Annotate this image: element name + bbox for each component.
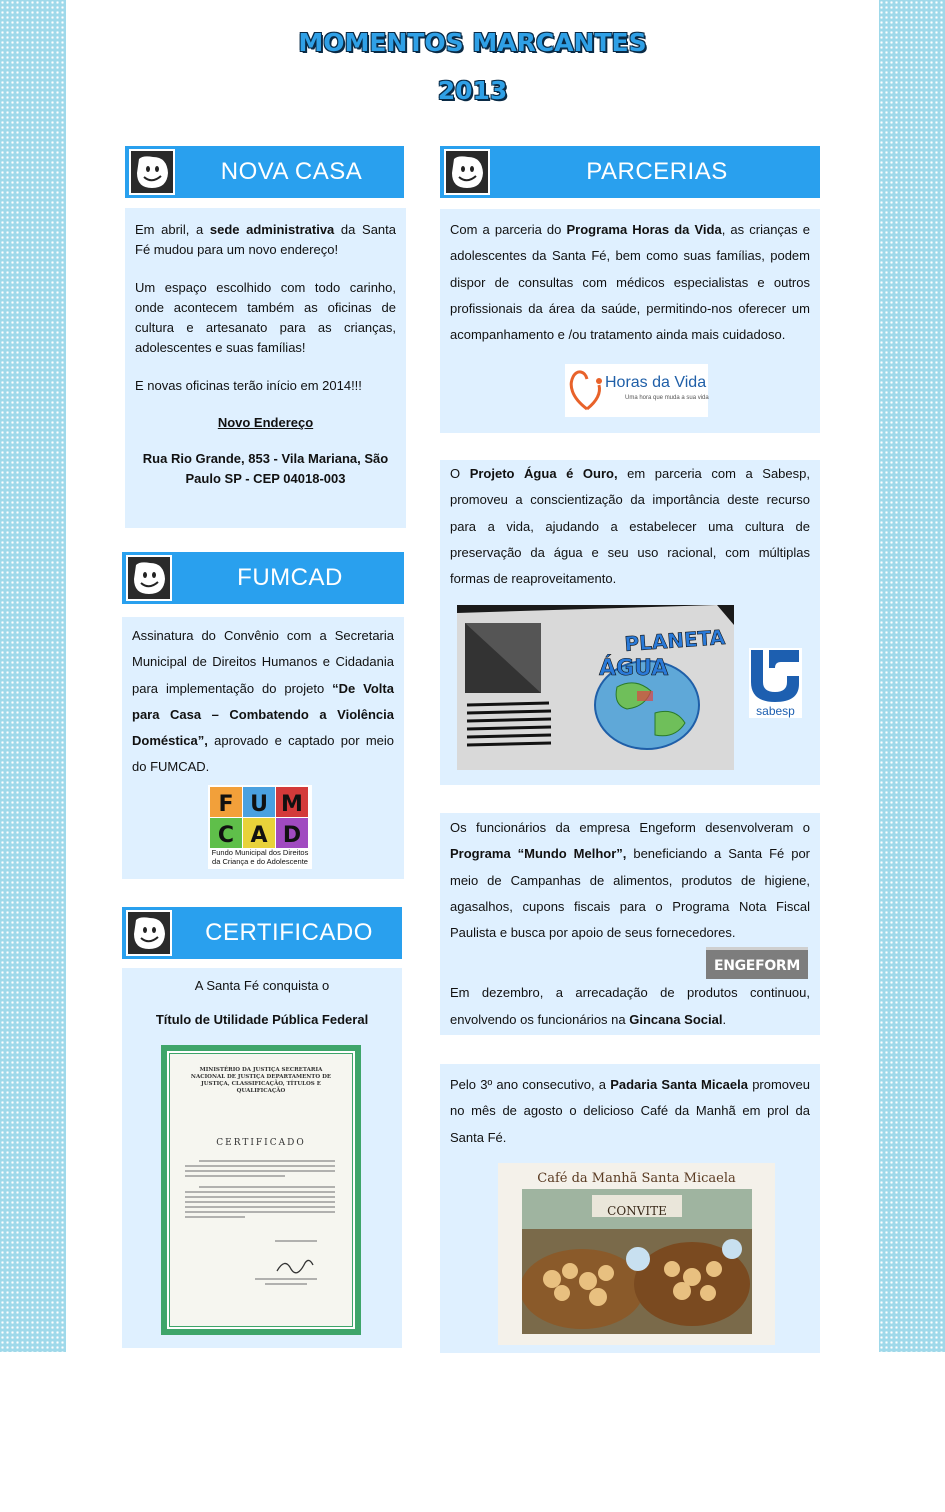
padaria-paragraph: Pelo 3º ano consecutivo, a Padaria Santa Micaela promoveu no mês de agosto o delicioso Café da Manhã em prol da Santa Fé. bbox=[450, 1077, 810, 1145]
section-header-fumcad bbox=[122, 552, 404, 604]
decorative-border-left bbox=[0, 0, 66, 1352]
section-title: FUMCAD bbox=[237, 564, 343, 591]
certificate-image bbox=[161, 1045, 361, 1335]
agua-text: ÁGUA bbox=[599, 656, 669, 681]
smiley-face-icon bbox=[126, 555, 172, 601]
planeta-agua-photo bbox=[457, 605, 734, 770]
padaria-box bbox=[440, 1064, 820, 1353]
agua-e-ouro-box bbox=[440, 460, 820, 785]
smiley-face-icon bbox=[126, 910, 172, 956]
certificate-body-lines bbox=[185, 1159, 337, 1299]
page-title: MOMENTOS MARCANTES bbox=[298, 28, 647, 57]
horas-da-vida-name: Horas da Vida bbox=[605, 374, 707, 391]
cafe-da-manha-image bbox=[498, 1163, 775, 1345]
horas-da-vida-box bbox=[440, 209, 820, 433]
fumcad-logo-letter: C bbox=[217, 823, 235, 848]
page-year: 2013 bbox=[437, 76, 508, 105]
certificado-line-2: Título de Utilidade Pública Federal bbox=[155, 1012, 369, 1027]
section-header-certificado bbox=[122, 907, 402, 959]
sabesp-symbol-icon bbox=[749, 648, 802, 702]
nova-casa-paragraph-2: Um espaço escolhido com todo carinho, onde acontecem também as oficinas de cultura e artesanato para as crianças, adolescentes e suas famílias! bbox=[135, 280, 396, 355]
decorative-border-right bbox=[879, 0, 945, 1352]
cafe-convite: CONVITE bbox=[607, 1204, 667, 1218]
section-title: CERTIFICADO bbox=[205, 919, 373, 946]
fumcad-logo-letter: A bbox=[250, 823, 268, 848]
planeta-text: PLANETA bbox=[623, 625, 726, 656]
fumcad-logo-letter: F bbox=[218, 792, 234, 817]
address-label: Novo Endereço bbox=[217, 415, 314, 430]
fumcad-logo-letter: U bbox=[250, 792, 268, 817]
fumcad-paragraph: Assinatura do Convênio com a Secretaria Municipal de Direitos Humanos e Cidadania para implementação do projeto “De Volta para Casa – Combatendo a Violência Doméstica”, aprovado e captado por meio do FUMCAD. bbox=[132, 628, 394, 775]
nova-casa-paragraph-3: E novas oficinas terão início em 2014!!! bbox=[135, 378, 362, 393]
sabesp-logo bbox=[749, 648, 802, 718]
cafe-title: Café da Manhã Santa Micaela bbox=[537, 1171, 736, 1186]
section-title: PARCERIAS bbox=[586, 158, 728, 185]
horas-da-vida-tagline: Uma hora que muda a sua vida bbox=[625, 395, 709, 401]
horas-da-vida-logo bbox=[565, 364, 708, 417]
nova-casa-box bbox=[125, 208, 406, 528]
engeform-box bbox=[440, 813, 820, 1035]
certificado-line-1: A Santa Fé conquista o bbox=[194, 978, 330, 993]
section-header-nova-casa bbox=[125, 146, 404, 198]
certificado-box bbox=[122, 968, 402, 1348]
sabesp-name: sabesp bbox=[756, 704, 795, 718]
fumcad-box bbox=[122, 617, 404, 879]
fumcad-logo bbox=[208, 785, 312, 869]
engeform-logo: ENGEFORM bbox=[706, 947, 808, 979]
certificate-title: CERTIFICADO bbox=[216, 1138, 306, 1148]
fumcad-logo-caption: Fundo Municipal dos Direitos da Criança e do Adolescente bbox=[211, 848, 309, 866]
smiley-face-icon bbox=[444, 149, 490, 195]
fumcad-logo-letter: D bbox=[282, 823, 302, 848]
smiley-face-icon bbox=[129, 149, 175, 195]
engeform-paragraph-2: Em dezembro, a arrecadação de produtos continuou, envolvendo os funcionários na Gincana Social. bbox=[450, 985, 810, 1027]
section-title: NOVA CASA bbox=[220, 158, 363, 185]
agua-e-ouro-paragraph: O Projeto Água é Ouro, em parceria com a Sabesp, promoveu a conscientização da importância deste recurso para a vida, ajudando a estabelecer uma cultura de preservação da água e seu uso racional, com múltiplas formas de reaproveitamento. bbox=[450, 466, 810, 587]
address-text: Rua Rio Grande, 853 - Vila Mariana, São Paulo SP - CEP 04018-003 bbox=[142, 451, 389, 486]
certificate-heading: MINISTÉRIO DA JUSTIÇA SECRETARIA NACIONAL DE JUSTIÇA DEPARTAMENTO DE JUSTIÇA, CLASSIFICAÇÃO, TÍTULOS E QUALIFICAÇÃO bbox=[190, 1067, 332, 1094]
horas-da-vida-paragraph: Com a parceria do Programa Horas da Vida, as crianças e adolescentes da Santa Fé, bem como suas famílias, podem dispor de consultas com médicos especialistas e outros profissionais da área da saúde, permitindo-nos oferecer um acompanhamento e /ou tratamento ainda mais cuidadoso. bbox=[450, 222, 810, 343]
fumcad-logo-letter: M bbox=[281, 792, 303, 817]
nova-casa-paragraph-1: Em abril, a sede administrativa da Santa Fé mudou para um novo endereço! bbox=[135, 222, 397, 257]
heart-stethoscope-icon bbox=[567, 367, 607, 413]
engeform-paragraph-1: Os funcionários da empresa Engeform desenvolveram o Programa “Mundo Melhor”, beneficiando a Santa Fé por meio de Campanhas de alimentos, produtos de higiene, agasalhos, cupons fiscais para o Programa Nota Fiscal Paulista e busca por apoio de seus fornecedores. bbox=[450, 820, 811, 941]
section-header-parcerias bbox=[440, 146, 820, 198]
